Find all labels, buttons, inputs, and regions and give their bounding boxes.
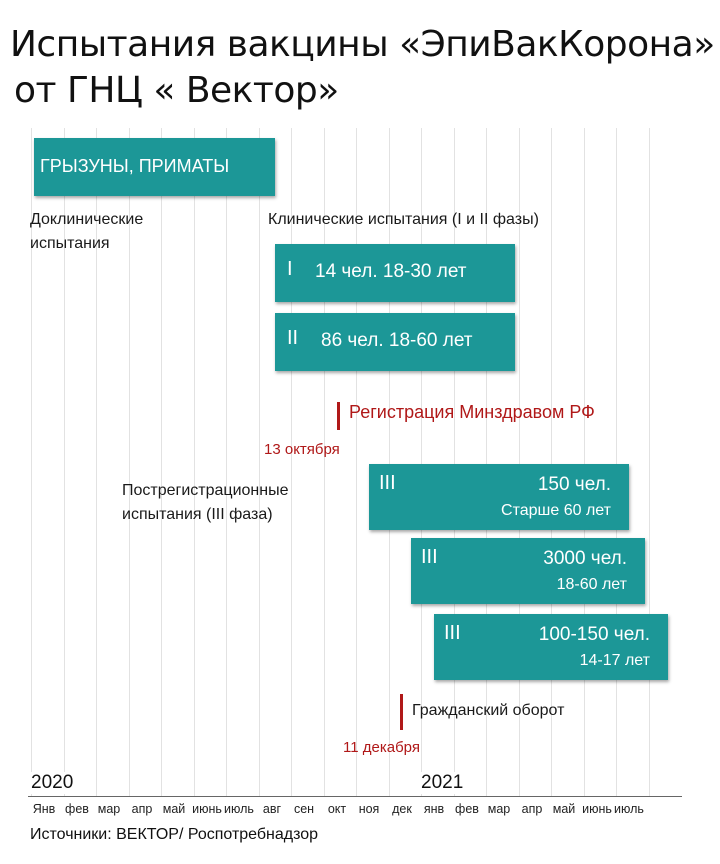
- year-label: 2021: [417, 772, 467, 794]
- month-tick-label: янв: [423, 802, 445, 816]
- stage-label-clinical_label: Клинические испытания (I и II фазы): [268, 211, 539, 228]
- bar-phase3a: [369, 464, 629, 530]
- month-tick-label: мар: [487, 802, 511, 816]
- month-tick-label: фев: [455, 802, 479, 816]
- month-tick-label: июнь: [582, 802, 612, 816]
- bar-phase: III: [379, 472, 396, 494]
- stage-label-preclinical_label: Доклинические испытания: [30, 211, 144, 252]
- gridline: [161, 128, 162, 796]
- month-tick-label: Янв: [32, 802, 56, 816]
- bar-phase: II: [287, 327, 299, 349]
- month-tick-label: мар: [97, 802, 121, 816]
- bar-text: 86 чел. 18-60 лет: [321, 330, 473, 351]
- month-tick-label: дек: [392, 802, 412, 816]
- gridline: [551, 128, 552, 796]
- milestone-date-registration: 13 октября: [264, 441, 340, 458]
- month-tick-label: июль: [224, 802, 254, 816]
- bar-phase2: [275, 313, 515, 371]
- gridline: [194, 128, 195, 796]
- bar-phase: III: [421, 546, 438, 568]
- bar-preclinical: [34, 138, 275, 196]
- bar-text: 14 чел. 18-30 лет: [315, 261, 467, 282]
- year-label: 2020: [27, 772, 77, 794]
- bar-subtext: 14-17 лет: [579, 652, 650, 669]
- month-tick-label: окт: [327, 802, 347, 816]
- milestone-marker-registration: [337, 402, 340, 430]
- month-tick-label: фев: [65, 802, 89, 816]
- month-tick-label: авг: [262, 802, 282, 816]
- bar-phase: III: [444, 622, 461, 644]
- bar-subtext: 18-60 лет: [556, 576, 627, 593]
- milestone-date-civil: 11 декабря: [343, 739, 420, 756]
- gridline: [649, 128, 650, 796]
- bar-text: ГРЫЗУНЫ, ПРИМАТЫ: [40, 156, 230, 176]
- milestone-label-registration: Регистрация Минздравом РФ: [349, 402, 595, 422]
- title-line-1: Испытания вакцины «ЭпиВакКорона»: [10, 24, 715, 65]
- month-tick-label: апр: [521, 802, 543, 816]
- bar-phase3b: [411, 538, 645, 604]
- bar-text: 3000 чел.: [543, 548, 627, 569]
- month-tick-label: сен: [293, 802, 315, 816]
- milestone-marker-civil: [400, 694, 403, 730]
- milestone-label-civil: Гражданский оборот: [412, 702, 565, 719]
- month-tick-label: июнь: [192, 802, 222, 816]
- gridline: [226, 128, 227, 796]
- gridline: [584, 128, 585, 796]
- bar-text: 150 чел.: [537, 474, 611, 495]
- x-axis-line: [28, 796, 682, 797]
- bar-subtext: Старше 60 лет: [501, 502, 611, 519]
- bar-phase: I: [287, 258, 293, 280]
- bar-phase1: [275, 244, 515, 302]
- stage-label-postreg_label: Пострегистрационные испытания (III фаза): [122, 482, 289, 523]
- source-note: Источники: ВЕКТОР/ Роспотребнадзор: [30, 826, 319, 843]
- bar-phase3c: [434, 614, 668, 680]
- chart-title: [10, 22, 715, 114]
- gridline: [616, 128, 617, 796]
- month-tick-label: май: [162, 802, 186, 816]
- month-tick-label: апр: [131, 802, 153, 816]
- month-tick-label: июль: [614, 802, 644, 816]
- gridline: [259, 128, 260, 796]
- title-line-2: от ГНЦ « Вектор»: [14, 70, 339, 111]
- month-tick-label: ноя: [358, 802, 380, 816]
- bar-text: 100-150 чел.: [538, 624, 650, 645]
- month-tick-label: май: [552, 802, 576, 816]
